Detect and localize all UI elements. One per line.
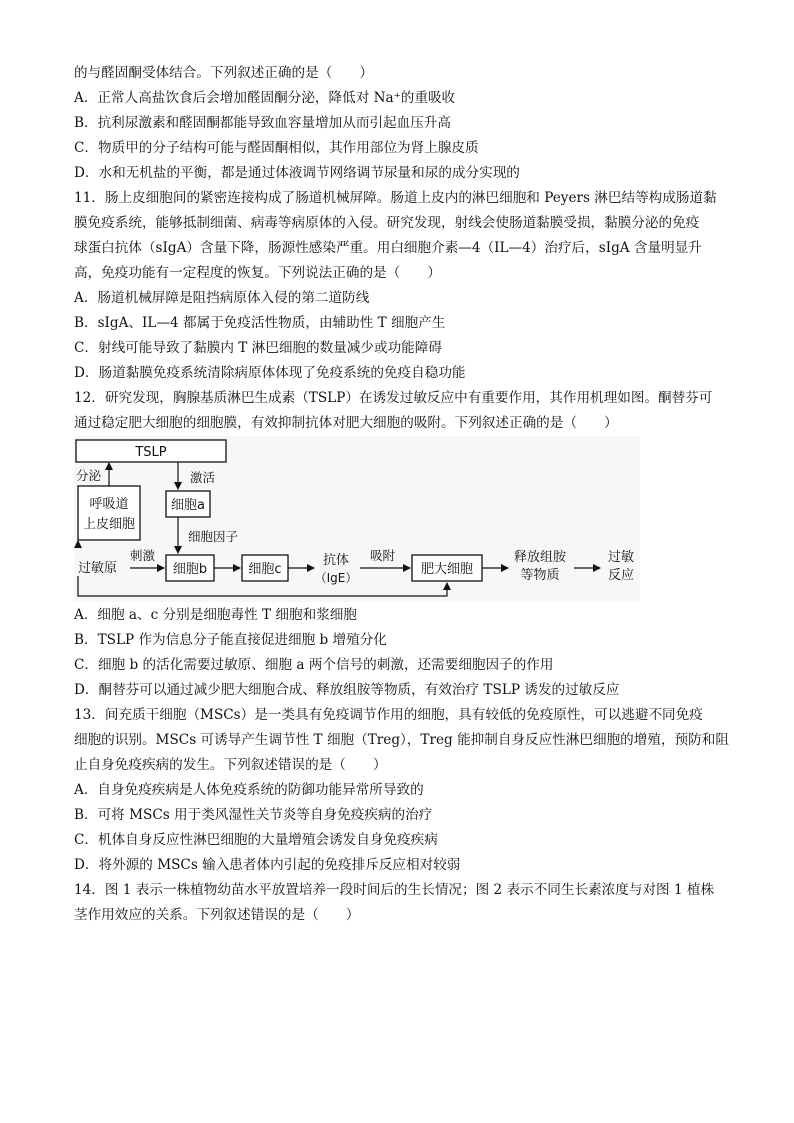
question-13-option-b: B．可将 MSCs 用于类风湿性关节炎等自身免疫疾病的治疗: [74, 807, 433, 823]
airway-epithelial-cell-label: 呼吸道: [89, 497, 129, 512]
question-12-stem-line: 12．研究发现，胸腺基质淋巴生成素（TSLP）在诱发过敏反应中有重要作用，其作用机理如图。酮替芬可: [74, 390, 713, 406]
cytokine-label: 细胞因子: [188, 529, 239, 544]
question-11-stem-line: 11．肠上皮细胞间的紧密连接构成了肠道机械屏障。肠道上皮内的淋巴细胞和 Peyers 淋巴结等构成肠道黏: [74, 190, 717, 206]
question-14-stem-line: 14．图 1 表示一株植物幼苗水平放置培养一段时间后的生长情况；图 2 表示不同生长素浓度与对图 1 植株: [74, 882, 715, 898]
question-10-option-d: D．水和无机盐的平衡，都是通过体液调节网络调节尿量和尿的成分实现的: [74, 165, 520, 181]
antibody-ige-label: （IgE）: [314, 571, 358, 585]
question-11-option-b: B．sIgA、IL—4 都属于免疫活性物质，由辅助性 T 细胞产生: [74, 315, 446, 331]
question-10-stem-end: 的与醛固酮受体结合。下列叙述正确的是（ ）: [74, 65, 374, 81]
question-10-option-a: A．正常人高盐饮食后会增加醛固酮分泌，降低对 Na⁺的重吸收: [74, 90, 456, 106]
question-12-option-d: D．酮替芬可以通过减少肥大细胞合成、释放组胺等物质，有效治疗 TSLP 诱发的过敏反应: [74, 682, 620, 698]
antibody-label: 抗体: [322, 553, 350, 568]
adsorb-label: 吸附: [370, 548, 396, 563]
question-10-option-b: B．抗利尿激素和醛固酮都能导致血容量增加从而引起血压升高: [74, 115, 452, 131]
question-11-stem-line: 高，免疫功能有一定程度的恢复。下列说法正确的是（ ）: [74, 265, 442, 281]
cell-b-label: 细胞b: [172, 562, 208, 577]
release-label: 释放组胺: [513, 550, 567, 565]
question-14-stem-line: 茎作用效应的关系。下列叙述错误的是（ ）: [74, 907, 360, 923]
question-12-option-b: B．TSLP 作为信息分子能直接促进细胞 b 增殖分化: [74, 632, 387, 648]
airway-epithelial-cell-label: 上皮细胞: [82, 517, 136, 532]
allergen-label: 过敏原: [78, 561, 118, 576]
cell-c-label: 细胞c: [248, 562, 282, 577]
tslp-label: TSLP: [135, 445, 167, 460]
question-13-option-d: D．将外源的 MSCs 输入患者体内引起的免疫排斥反应相对较弱: [74, 857, 461, 873]
question-11-option-d: D．肠道黏膜免疫系统清除病原体体现了免疫系统的免疫自稳功能: [74, 365, 466, 381]
mast-cell-label: 肥大细胞: [420, 562, 474, 577]
activate-label: 激活: [190, 470, 216, 485]
question-12-option-a: A．细胞 a、c 分别是细胞毒性 T 细胞和浆细胞: [74, 607, 357, 623]
question-13-stem-line: 止自身免疫疾病的发生。下列叙述错误的是（ ）: [74, 757, 387, 773]
allergic-reaction-label: 过敏: [607, 550, 635, 565]
secrete-label: 分泌: [76, 468, 102, 483]
question-11-option-c: C．射线可能导致了黏膜内 T 淋巴细胞的数量减少或功能障碍: [74, 340, 442, 356]
question-11-option-a: A．肠道机械屏障是阻挡病原体入侵的第二道防线: [74, 290, 370, 306]
question-13-option-c: C．机体自身反应性淋巴细胞的大量增殖会诱发自身免疫疾病: [74, 832, 438, 848]
question-13-stem-line: 细胞的识别。MSCs 可诱导产生调节性 T 细胞（Treg），Treg 能抑制自身反应性淋巴细胞的增殖，预防和阻: [74, 732, 729, 748]
tslp-mechanism-diagram: [74, 436, 640, 602]
release-label: 等物质: [520, 568, 560, 583]
question-12-stem-line: 通过稳定肥大细胞的细胞膜，有效抑制抗体对肥大细胞的吸附。下列叙述正确的是（ ）: [74, 415, 618, 431]
question-11-stem-line: 球蛋白抗体（sIgA）含量下降，肠源性感染严重。用白细胞介素—4（IL—4）治疗后，sIgA 含量明显升: [74, 240, 702, 256]
question-10-option-c: C．物质甲的分子结构可能与醛固酮相似，其作用部位为肾上腺皮质: [74, 140, 479, 156]
allergic-reaction-label: 反应: [607, 568, 635, 583]
cell-a-label: 细胞a: [171, 498, 205, 513]
question-12-option-c: C．细胞 b 的活化需要过敏原、细胞 a 两个信号的刺激，还需要细胞因子的作用: [74, 657, 554, 673]
stimulate-label: 刺激: [130, 548, 156, 563]
question-13-stem-line: 13．间充质干细胞（MSCs）是一类具有免疫调节作用的细胞，具有较低的免疫原性，可以逃避不同免疫: [74, 707, 703, 723]
question-11-stem-line: 膜免疫系统，能够抵制细菌、病毒等病原体的入侵。研究发现，射线会使肠道黏膜受损，黏膜分泌的免疫: [74, 215, 700, 231]
question-13-option-a: A．自身免疫疾病是人体免疫系统的防御功能异常所导致的: [74, 782, 424, 798]
